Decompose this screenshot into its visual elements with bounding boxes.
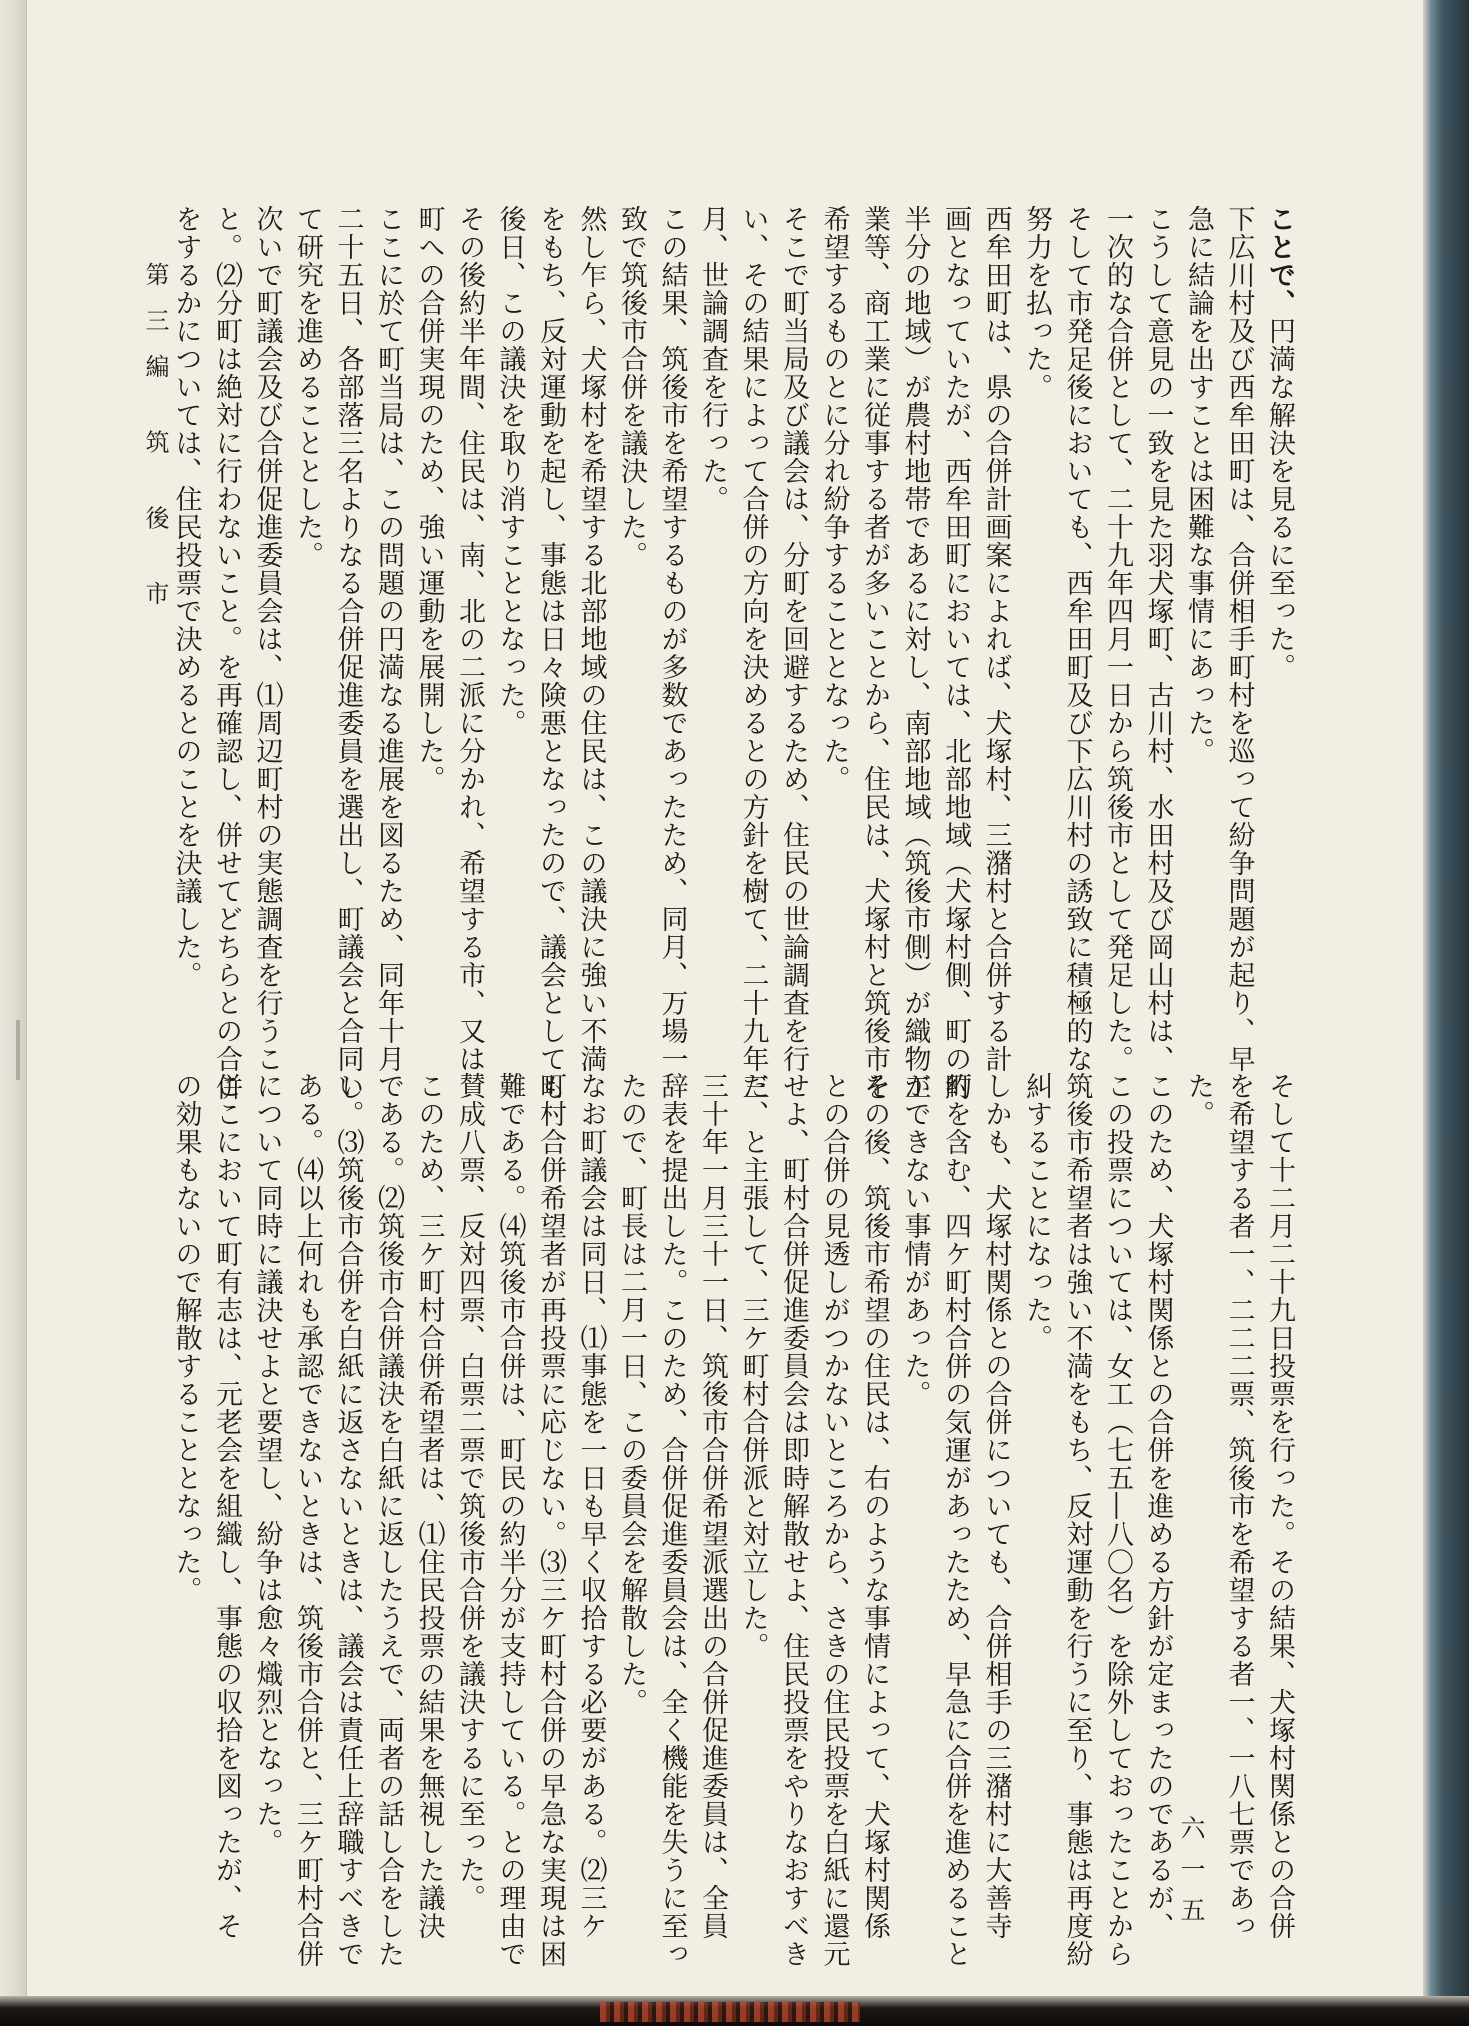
text-line: そして市発足後においても、西牟田町及び下広川村の誘致に積極的な <box>1061 205 1093 1073</box>
text-line: そして十二月二十九日投票を行った。その結果、犬塚村関係との合併 <box>1264 1072 1295 1940</box>
text-line: しかも、犬塚村関係との合併についても、合併相手の三潴村に大善寺 <box>980 1072 1012 1940</box>
page-number: 六一五 <box>1177 1815 1206 1938</box>
line-rest: 円満な解決を見るに至った。 <box>1264 317 1295 681</box>
color-tabs <box>600 2002 860 2022</box>
text-line: その後約半年間、住民は、南、北の二派に分かれ、希望する市、又は <box>454 205 485 1073</box>
text-line: この結果、筑後市を希望するものが多数であったため、同月、万場一 <box>656 205 688 1073</box>
text-line: 糾することになった。 <box>1021 1072 1052 1352</box>
text-line: て研究を進めることとした。 <box>292 205 323 569</box>
text-line: なお町議会は同日、⑴事態を一日も早く収拾する必要がある。⑵三ケ <box>575 1072 607 1940</box>
text-line: このため、三ケ町村合併希望者は、⑴住民投票の結果を無視した議決 <box>413 1072 445 1940</box>
text-line: 西牟田町は、県の合併計画案によれば、犬塚村、三潴村と合併する計 <box>980 205 1012 1073</box>
text-line: 後日、この議決を取り消すこととなった。 <box>494 205 526 737</box>
text-line: 希望するものとに分れ紛争することとなった。 <box>818 205 850 793</box>
text-line: この投票については、女工（七五―八〇名）を除外しておったことから <box>1102 1072 1133 1968</box>
text-line: 半分の地域）が農村地帯であるに対し、南部地域（筑後市側）が織物工 <box>899 205 931 1101</box>
text-line: ある。⑷以上何れも承認できないときは、筑後市合併と、三ケ町村合併 <box>292 1072 323 1968</box>
text-line: そこで町当局及び議会は、分町を回避するため、住民の世論調査を行 <box>778 205 809 1073</box>
text-line: 町への合併実現のため、強い運動を展開した。 <box>413 205 445 793</box>
text-line: 次いで町議会及び合併促進委員会は、⑴周辺町村の実態調査を行うこ <box>251 205 283 1073</box>
text-line: と。⑵分町は絶対に行わないこと。を再確認し、併せてどちらとの合併 <box>211 205 242 1101</box>
text-line: 致で筑後市合併を議決した。 <box>616 205 647 569</box>
text-line: せよ、町村合併促進委員会は即時解散せよ、住民投票をやりなおすべき <box>778 1072 809 1968</box>
text-line: こうして意見の一致を見た羽犬塚町、古川村、水田村及び岡山村は、 <box>1142 205 1174 1073</box>
text-line: ここに於て町当局は、この問題の円満なる進展を図るため、同年十月 <box>373 205 404 1073</box>
text-line: 二十五日、各部落三名よりなる合併促進委員を選出し、町議会と合同し <box>332 205 364 1101</box>
text-line: をもち、反対運動を起し、事態は日々険悪となったので、議会としても <box>535 205 566 1101</box>
text-line: 一次的な合併として、二十九年四月一日から筑後市として発足した。 <box>1102 205 1133 1073</box>
text-line: をするかについては、住民投票で決めるとのことを決議した。 <box>170 205 202 989</box>
text-line: い。⑶筑後市合併を白紙に返さないときは、議会は責任上辞職すべきで <box>332 1072 364 1968</box>
text-line: 下広川村及び西牟田町は、合併相手町村を巡って紛争問題が起り、早 <box>1223 205 1255 1073</box>
text-line: 辞表を提出した。このため、合併促進委員会は、全く機能を失うに至っ <box>656 1072 688 1968</box>
chapter-footer-title: 第三編 筑 後 市 <box>141 262 169 627</box>
text-line: た。 <box>1183 1072 1214 1128</box>
text-line: を希望する者一、二二二票、筑後市を希望する者一、一八七票であっ <box>1223 1072 1255 1940</box>
text-line: 町村合併希望者が再投票に応じない。⑶三ケ町村合併の早急な実現は困 <box>535 1072 566 1968</box>
text-line: たので、町長は二月一日、この委員会を解散した。 <box>616 1072 647 1716</box>
text-line: 月、世論調査を行った。 <box>697 205 728 513</box>
bold-lead-phrase: ことで、 <box>1264 205 1295 317</box>
upper-text-block <box>165 205 1299 1101</box>
text-line: 賛成八票、反対四票、白票二票で筑後市合併を議決するに至った。 <box>454 1072 485 1912</box>
text-line: その後、筑後市希望の住民は、右のような事情によって、犬塚村関係 <box>859 1072 890 1940</box>
page-edge-bottom <box>0 1996 1469 2026</box>
book-gutter <box>0 0 27 2026</box>
text-line: 急に結論を出すことは困難な事情にあった。 <box>1183 205 1214 765</box>
text-line: 町を含む、四ケ町村合併の気運があったため、早急に合併を進めること <box>940 1072 971 1968</box>
text-line: い、その結果によって合併の方向を決めるとの方針を樹て、二十九年三 <box>737 205 769 1101</box>
text-line: 画となっていたが、西牟田町においては、北部地域（犬塚村側、町の約 <box>940 205 971 1101</box>
text-line: の効果もないので解散することとなった。 <box>170 1072 202 1604</box>
text-line: 然し乍ら、犬塚村を希望する北部地域の住民は、この議決に強い不満 <box>575 205 607 1073</box>
text-line: 三十年一月三十一日、筑後市合併希望派選出の合併促進委員は、全員 <box>697 1072 728 1940</box>
gutter-mark <box>16 1020 20 1080</box>
text-line: ができない事情があった。 <box>899 1072 931 1408</box>
text-line: だ、と主張して、三ケ町村合併派と対立した。 <box>737 1072 769 1660</box>
page-edge-right <box>1423 0 1469 2026</box>
text-line: ここにおいて町有志は、元老会を組織し、事態の収拾を図ったが、そ <box>211 1072 242 1940</box>
text-line: 業等、商工業に従事する者が多いことから、住民は、犬塚村と筑後市を <box>859 205 890 1101</box>
text-line: 努力を払った。 <box>1021 205 1052 401</box>
text-line: である。⑵筑後市合併議決を白紙に返したうえで、両者の話し合をした <box>373 1072 404 1968</box>
text-line: このため、犬塚村関係との合併を進める方針が定まったのであるが、 <box>1142 1072 1174 1940</box>
text-line: 筑後市希望者は強い不満をもち、反対運動を行うに至り、事態は再度紛 <box>1061 1072 1093 1968</box>
text-line <box>1259 205 1300 925</box>
text-line: について同時に議決せよと要望し、紛争は愈々熾烈となった。 <box>251 1072 283 1856</box>
text-line: との合併の見透しがつかないところから、さきの住民投票を白紙に還元 <box>818 1072 850 1968</box>
text-line: 難である。⑷筑後市合併は、町民の約半分が支持している。との理由で <box>494 1072 526 1968</box>
